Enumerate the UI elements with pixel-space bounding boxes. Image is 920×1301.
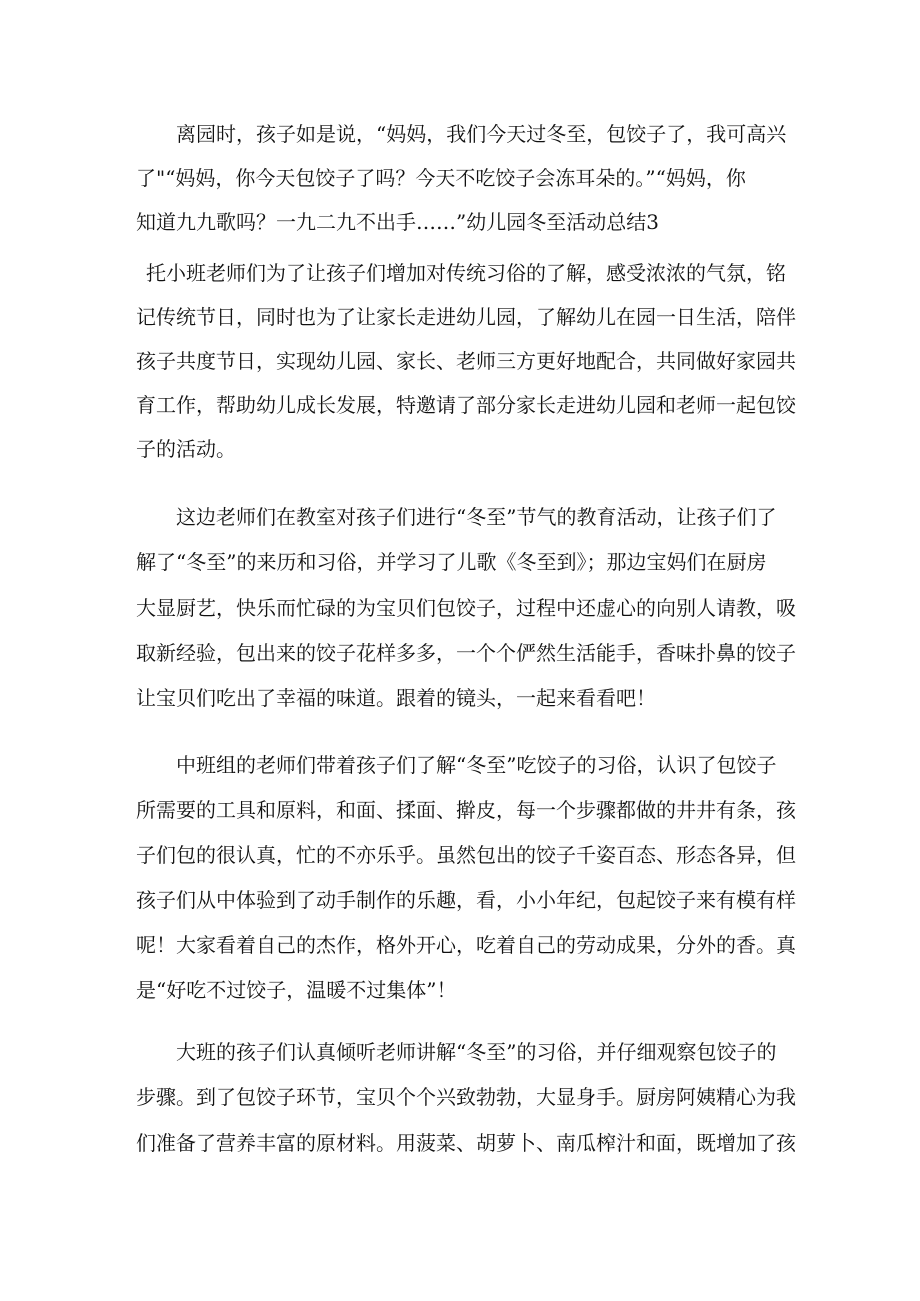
paragraph-line: 取新经验，包出来的饺子花样多多，一个个俨然生活能手，香味扑鼻的饺子 xyxy=(136,641,796,665)
paragraph-line: 大显厨艺，快乐而忙碌的为宝贝们包饺子，过程中还虚心的向别人请教，吸 xyxy=(136,596,796,620)
paragraph-line: 记传统节日，同时也为了让家长走进幼儿园，了解幼儿在园一日生活，陪伴 xyxy=(136,305,796,329)
paragraph-line: 呢！大家看着自己的杰作，格外开心，吃着自己的劳动成果，分外的香。真 xyxy=(136,933,796,957)
paragraph-line: 子的活动。 xyxy=(136,437,236,461)
paragraph-line: 中班组的老师们带着孩子们了解“冬至”吃饺子的习俗，认识了包饺子 xyxy=(176,753,777,777)
paragraph-line: 让宝贝们吃出了幸福的味道。跟着的镜头，一起来看看吧！ xyxy=(136,686,656,710)
paragraph-line: 所需要的工具和原料，和面、揉面、擀皮，每一个步骤都做的井井有条，孩 xyxy=(136,798,796,822)
paragraph-line: 知道九九歌吗？一九二九不出手……”幼儿园冬至活动总结3 xyxy=(136,210,659,234)
paragraph-line: 大班的孩子们认真倾听老师讲解“冬至”的习俗，并仔细观察包饺子的 xyxy=(176,1040,777,1064)
paragraph-line: 育工作，帮助幼儿成长发展，特邀请了部分家长走进幼儿园和老师一起包饺 xyxy=(136,393,796,417)
paragraph-line: 孩子们从中体验到了动手制作的乐趣，看，小小年纪，包起饺子来有模有样 xyxy=(136,888,796,912)
paragraph-line: 了"“妈妈，你今天包饺子了吗？今天不吃饺子会冻耳朵的。”“妈妈，你 xyxy=(136,166,746,190)
paragraph-line: 子们包的很认真，忙的不亦乐乎。虽然包出的饺子千姿百态、形态各异，但 xyxy=(136,843,796,867)
paragraph-line: 步骤。到了包饺子环节，宝贝个个兴致勃勃，大显身手。厨房阿姨精心为我 xyxy=(136,1085,796,1109)
paragraph-line: 解了“冬至”的来历和习俗，并学习了儿歌《冬至到》；那边宝妈们在厨房 xyxy=(136,550,767,574)
paragraph-line: 是“好吃不过饺子，温暖不过集体”！ xyxy=(136,978,457,1002)
paragraph-line: 离园时，孩子如是说，“妈妈，我们今天过冬至，包饺子了，我可高兴 xyxy=(176,122,787,146)
paragraph-line: 这边老师们在教室对孩子们进行“冬至”节气的教育活动，让孩子们了 xyxy=(176,505,777,529)
paragraph-line: 孩子共度节日，实现幼儿园、家长、老师三方更好地配合，共同做好家园共 xyxy=(136,349,796,373)
paragraph-line: 托小班老师们为了让孩子们增加对传统习俗的了解，感受浓浓的气氛，铭 xyxy=(146,261,786,285)
paragraph-line: 们准备了营养丰富的原材料。用菠菜、胡萝卜、南瓜榨汁和面，既增加了孩 xyxy=(136,1131,796,1155)
